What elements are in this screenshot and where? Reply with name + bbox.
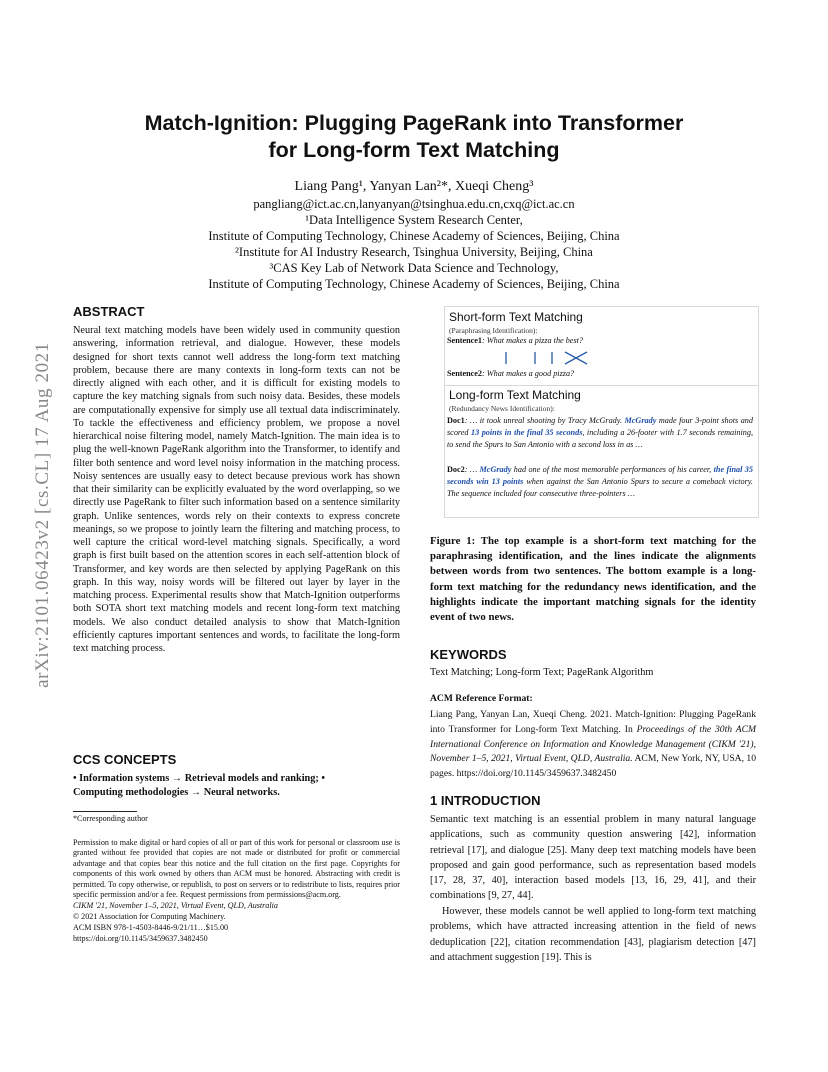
doc-1-text-a: : … it took unreal shooting by Tracy McGrady.	[464, 416, 625, 425]
introduction-heading: 1 INTRODUCTION	[430, 793, 541, 808]
affiliation-1: ¹Data Intelligence System Research Center,	[305, 213, 523, 227]
introduction-paragraph-1: Semantic text matching is an essential problem in many natural language applications, such as community question answering [42], information retrieval [17], and dialogue [25]. Many deep text matching models have been proposed and gain good performance, such as representation based models [17, 28, 37, 40], interaction based models [13, 16, 29, 41], and their combinations [9, 27, 44].	[430, 814, 756, 902]
keywords-text: Text Matching; Long-form Text; PageRank Algorithm	[430, 667, 654, 678]
reference-plain: Liang Pang, Yanyan Lan, Xueqi Cheng. 2021. Match-Ignition: Plugging PageRank into Transformer for Long-form Text Matching. In	[430, 709, 756, 735]
doc-1-text-c: , including a 26-footer with 1.7 seconds remaining, to send the Spurs to San Antonio with a second loss in as …	[447, 428, 753, 449]
sentence-2	[447, 368, 574, 380]
doc-2	[447, 464, 753, 500]
paper-title-line-2: for Long-form Text Matching	[268, 138, 560, 162]
short-form-subtitle: (Paraphrasing Identification):	[449, 326, 538, 335]
doc-2-text-c: when against the San Antonio Spurs to secure a comeback victory. The sequence included four consecutive three-pointers …	[447, 477, 753, 498]
doc-1-highlight-2: 13 points in the final 35 seconds	[471, 428, 583, 437]
doi-line: https://doi.org/10.1145/3459637.3482450	[73, 934, 208, 943]
ccs-heading: CCS CONCEPTS	[73, 752, 177, 767]
reference-format-text	[430, 708, 756, 782]
figure-short-form-panel	[444, 306, 759, 386]
keywords-heading: KEYWORDS	[430, 647, 507, 662]
doc-2-text-b: had one of the most memorable performances of his career,	[511, 465, 714, 474]
doc-2-text-a: : …	[464, 465, 480, 474]
copyright-line: © 2021 Association for Computing Machinery.	[73, 912, 226, 921]
doc-1	[447, 415, 753, 451]
ccs-concepts	[73, 772, 400, 800]
footnote-rule	[73, 811, 137, 812]
sentence-1-text: : What makes a pizza the best?	[482, 336, 583, 345]
introduction-paragraph-2: However, these models cannot be well applied to long-form text matching problems, which have attracted increasing attention in the field of news deduplication [22], citation recommendation [43], plagiarism detection [47] and attachment suggestion [19]. This is	[430, 906, 756, 963]
isbn-line: ACM ISBN 978-1-4503-8446-9/21/11…$15.00	[73, 923, 229, 932]
doc-1-text-b: made four 3-point shots and scored	[447, 416, 753, 437]
affiliation-3: ²Institute for AI Industry Research, Tsinghua University, Beijing, China	[235, 245, 593, 259]
venue-line: CIKM '21, November 1–5, 2021, Virtual Event, QLD, Australia	[73, 901, 278, 910]
long-form-subtitle: (Redundancy News Identification):	[449, 404, 555, 413]
paper-title-line-1: Match-Ignition: Plugging PageRank into Transformer	[144, 111, 684, 135]
figure-caption: Figure 1: The top example is a short-form text matching for the paraphrasing identification, and the lines indicate the alignments between words from two sentences. The bottom example is a long-form text matching for the redundancy news identification, and the highlights indicate the important matching signals for the identity event of two news.	[430, 535, 756, 624]
doc-2-label: Doc2	[447, 465, 465, 474]
alignment-lines	[445, 349, 758, 367]
affiliation-5: Institute of Computing Technology, Chinese Academy of Sciences, Beijing, China	[208, 277, 620, 291]
long-form-title: Long-form Text Matching	[449, 388, 581, 402]
doc-2-highlight-1: McGrady	[479, 465, 512, 474]
abstract-text: Neural text matching models have been widely used in community question answering, information retrieval, and dialogue. However, these models designed for short texts cannot well address the long-form text matching problem, because there are many contexts in long-form texts can not be directly aligned with each other, and it is difficult for existing models to capture the key matching signals from such noisy data. Besides, these models are computationally expensive for simply use all textual data indiscriminately. To tackle the effectiveness and efficiency problem, we propose a novel hierarchical noise filtering model, namely Match-Ignition. The main idea is to plug the well-known PageRank algorithm into the Transformer, to identify and filter both sentence and word level noisy information in the matching process. Noisy sentences are usually easy to detect because previous work has shown that their similarity can be explicitly evaluated by the word overlapping, so we directly use PageRank to filter such information based on a sentence similarity graph. Unlike sentences, words rely on their contexts to express concrete meanings, so we propose to jointly learn the filtering and matching process, to well capture the critical word-level matching signals. Specifically, a word graph is first built based on the attention scores in each self-attention block of Transformer, and key words are then selected by applying PageRank on this graph. In this way, noisy words will be filtered out layer by layer in the matching process. Experimental results show that Match-Ignition outperforms both SOTA short text matching models and recent long-form text matching models. We also conduct detailed analysis to show that Match-Ignition efficiently captures important sentences and words, to facilitate the long-form text matching process.	[73, 325, 400, 654]
sentence-1	[447, 335, 583, 347]
sentence-1-label: Sentence1	[447, 336, 483, 345]
arxiv-identifier: arXiv:2101.06423v2 [cs.CL] 17 Aug 2021	[32, 342, 53, 688]
figure-long-form-panel	[444, 385, 759, 518]
doc-2-highlight-2: the final 35 seconds win 13 points	[447, 465, 753, 486]
ccs-line-2: Computing methodologies → Neural networks.	[73, 787, 280, 798]
doc-1-highlight-1: McGrady	[624, 416, 657, 425]
author-emails: pangliang@ict.ac.cn,lanyanyan@tsinghua.edu.cn,cxq@ict.ac.cn	[253, 197, 575, 211]
affiliation-4: ³CAS Key Lab of Network Data Science and Technology,	[269, 261, 559, 275]
doc-1-label: Doc1	[447, 416, 465, 425]
short-form-title: Short-form Text Matching	[449, 310, 583, 324]
corresponding-author-note: *Corresponding author	[73, 814, 148, 823]
permission-notice: Permission to make digital or hard copies of all or part of this work for personal or classroom use is granted without fee provided that copies are not made or distributed for profit or commercial advantage and that copies bear this notice and the full citation on the first page. Copyrights for components of this work owned by others than ACM must be honored. Abstracting with credit is permitted. To copy otherwise, or republish, to post on servers or to redistribute to lists, requires prior specific permission and/or a fee. Request permissions from permissions@acm.org.	[73, 838, 400, 900]
sentence-2-label: Sentence2	[447, 369, 483, 378]
sentence-2-text: : What makes a good pizza?	[482, 369, 575, 378]
authors: Liang Pang¹, Yanyan Lan²*, Xueqi Cheng³	[294, 179, 534, 194]
reference-format-heading: ACM Reference Format:	[430, 693, 533, 704]
reference-tail: ACM, New York, NY, USA, 10 pages. https://doi.org/10.1145/3459637.3482450	[430, 753, 757, 780]
reference-italic: Proceedings of the 30th ACM International Conference on Information and Knowledge Management (CIKM '21), November 1–5, 2021, Virtual Event, QLD, Australia.	[430, 723, 756, 765]
affiliation-2: Institute of Computing Technology, Chinese Academy of Sciences, Beijing, China	[208, 229, 620, 243]
abstract-heading: ABSTRACT	[73, 304, 145, 319]
ccs-line-1: • Information systems → Retrieval models and ranking; •	[73, 773, 326, 784]
